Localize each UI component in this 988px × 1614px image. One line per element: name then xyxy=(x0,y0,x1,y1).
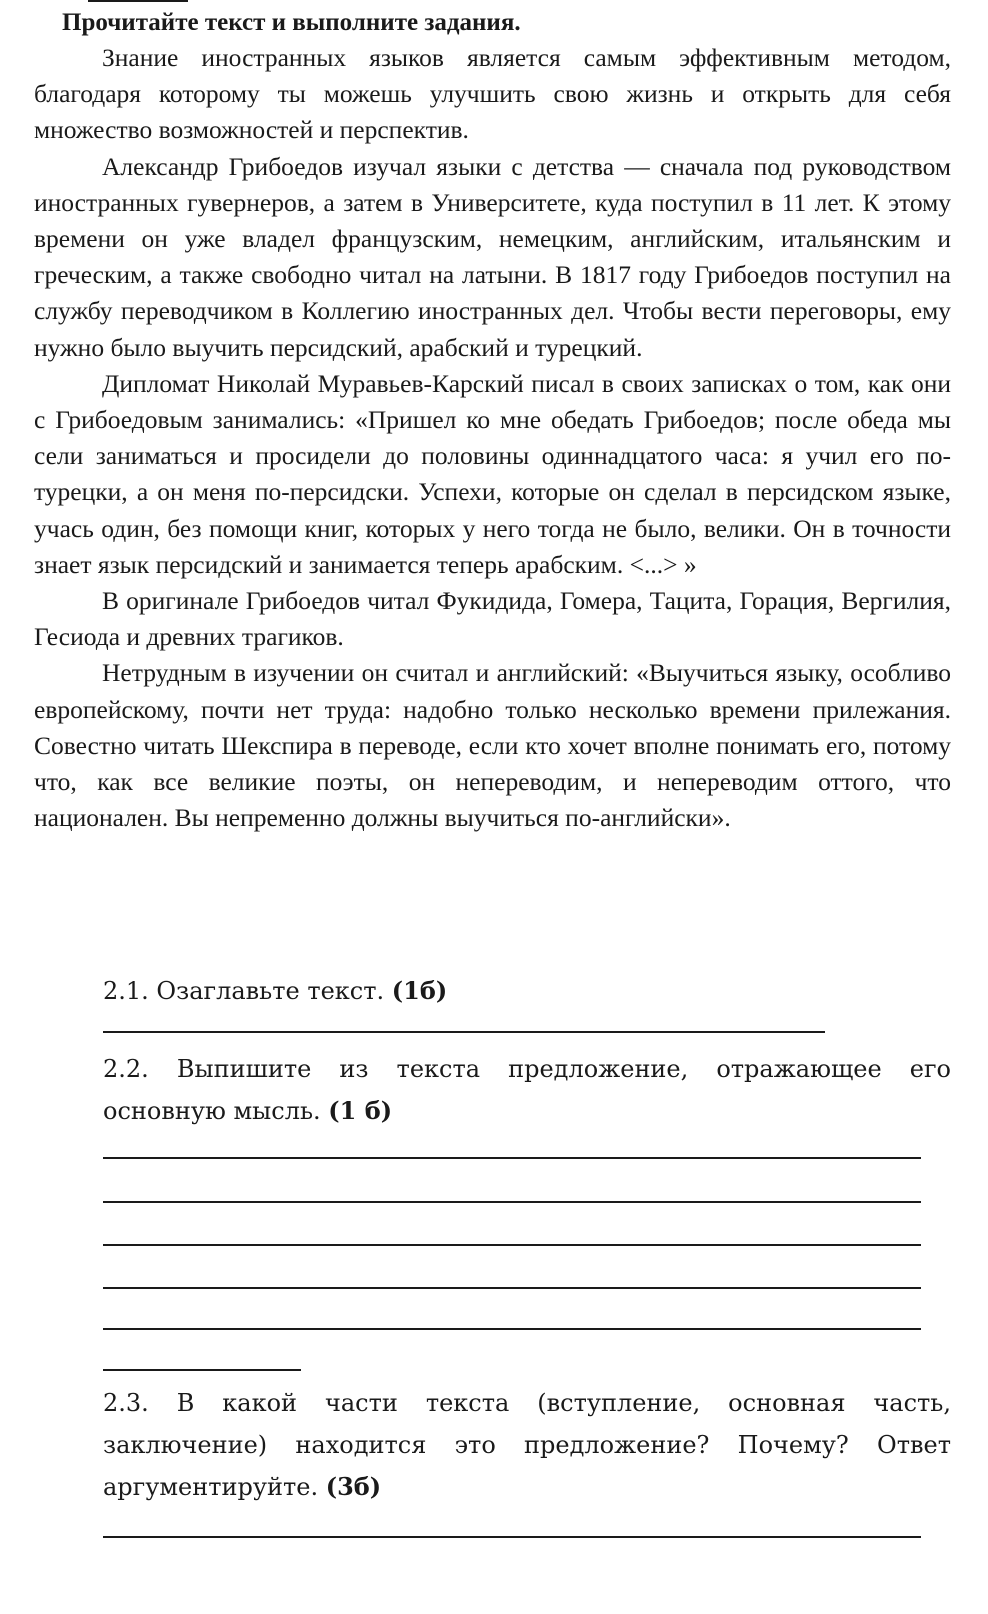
question-2-3 xyxy=(103,1382,951,1508)
question-2-1-text: 2.1. Озаглавьте текст. xyxy=(103,977,392,1005)
answer-line-2-2-4[interactable] xyxy=(103,1287,921,1289)
paragraph-3: Дипломат Николай Муравьев-Карский писал в своих записках о том, как они с Грибоедовым занимались: «Пришел ко мне обедать Грибоедов; после обеда мы сели заниматься и просидели до половины одиннадцатого часа: я учил его по-турецки, а он меня по-персидски. Успехи, которые он сделал в персидском языке, учась один, без помощи книг, которых у него тогда не было, велики. Он в точности знает язык персидский и занимается теперь арабским. <...> » xyxy=(34,368,951,579)
answer-line-2-3-1[interactable] xyxy=(103,1536,921,1538)
question-2-3-points: (3б) xyxy=(325,1472,382,1501)
question-2-1-points: (1б) xyxy=(391,976,448,1005)
answer-line-2-2-5[interactable] xyxy=(103,1328,921,1330)
reading-text xyxy=(34,40,951,836)
question-2-3-text: 2.3. В какой части текста (вступление, основная часть, заключение) находится это предложение? Почему? Ответ аргументируйте. xyxy=(103,1389,951,1501)
question-2-2 xyxy=(103,1048,951,1132)
question-2-1 xyxy=(103,970,951,1012)
paragraph-1: Знание иностранных языков является самым эффективным методом, благодаря которому ты можешь улучшить свою жизнь и открыть для себя множество возможностей и перспектив. xyxy=(34,43,951,145)
question-2-2-points: (1 б) xyxy=(328,1096,393,1125)
question-2-2-text: 2.2. Выпишите из текста предложение, отражающее его основную мысль. xyxy=(103,1055,951,1125)
paragraph-2: Александр Грибоедов изучал языки с детства — сначала под руководством иностранных гувернеров, а затем в Университете, куда поступил в 11 лет. К этому времени он уже владел французским, немецким, английским, итальянским и греческим, а также свободно читал на латыни. В 1817 году Грибоедов поступил на службу переводчиком в Коллегию иностранных дел. Чтобы вести переговоры, ему нужно было выучить персидский, арабский и турецкий. xyxy=(34,151,951,362)
answer-line-2-2-6[interactable] xyxy=(103,1369,301,1371)
answer-line-2-2-3[interactable] xyxy=(103,1244,921,1246)
top-rule xyxy=(88,0,188,2)
answer-line-2-1[interactable] xyxy=(103,1031,825,1033)
answer-line-2-2-2[interactable] xyxy=(103,1201,921,1203)
paragraph-5: Нетрудным в изучении он считал и английский: «Выучиться языку, особливо европейскому, почти нет труда: надобно только несколько времени прилежания. Совестно читать Шекспира в переводе, если кто хочет вполне понимать его, потому что, как все великие поэты, он непереводим, и непереводим оттого, что национален. Вы непременно должны выучиться по-английски». xyxy=(34,658,951,833)
paragraph-4: В оригинале Грибоедов читал Фукидида, Гомера, Тацита, Горация, Вергилия, Гесиода и древних трагиков. xyxy=(34,586,951,652)
task-heading: Прочитайте текст и выполните задания. xyxy=(62,9,521,36)
answer-line-2-2-1[interactable] xyxy=(103,1157,921,1159)
